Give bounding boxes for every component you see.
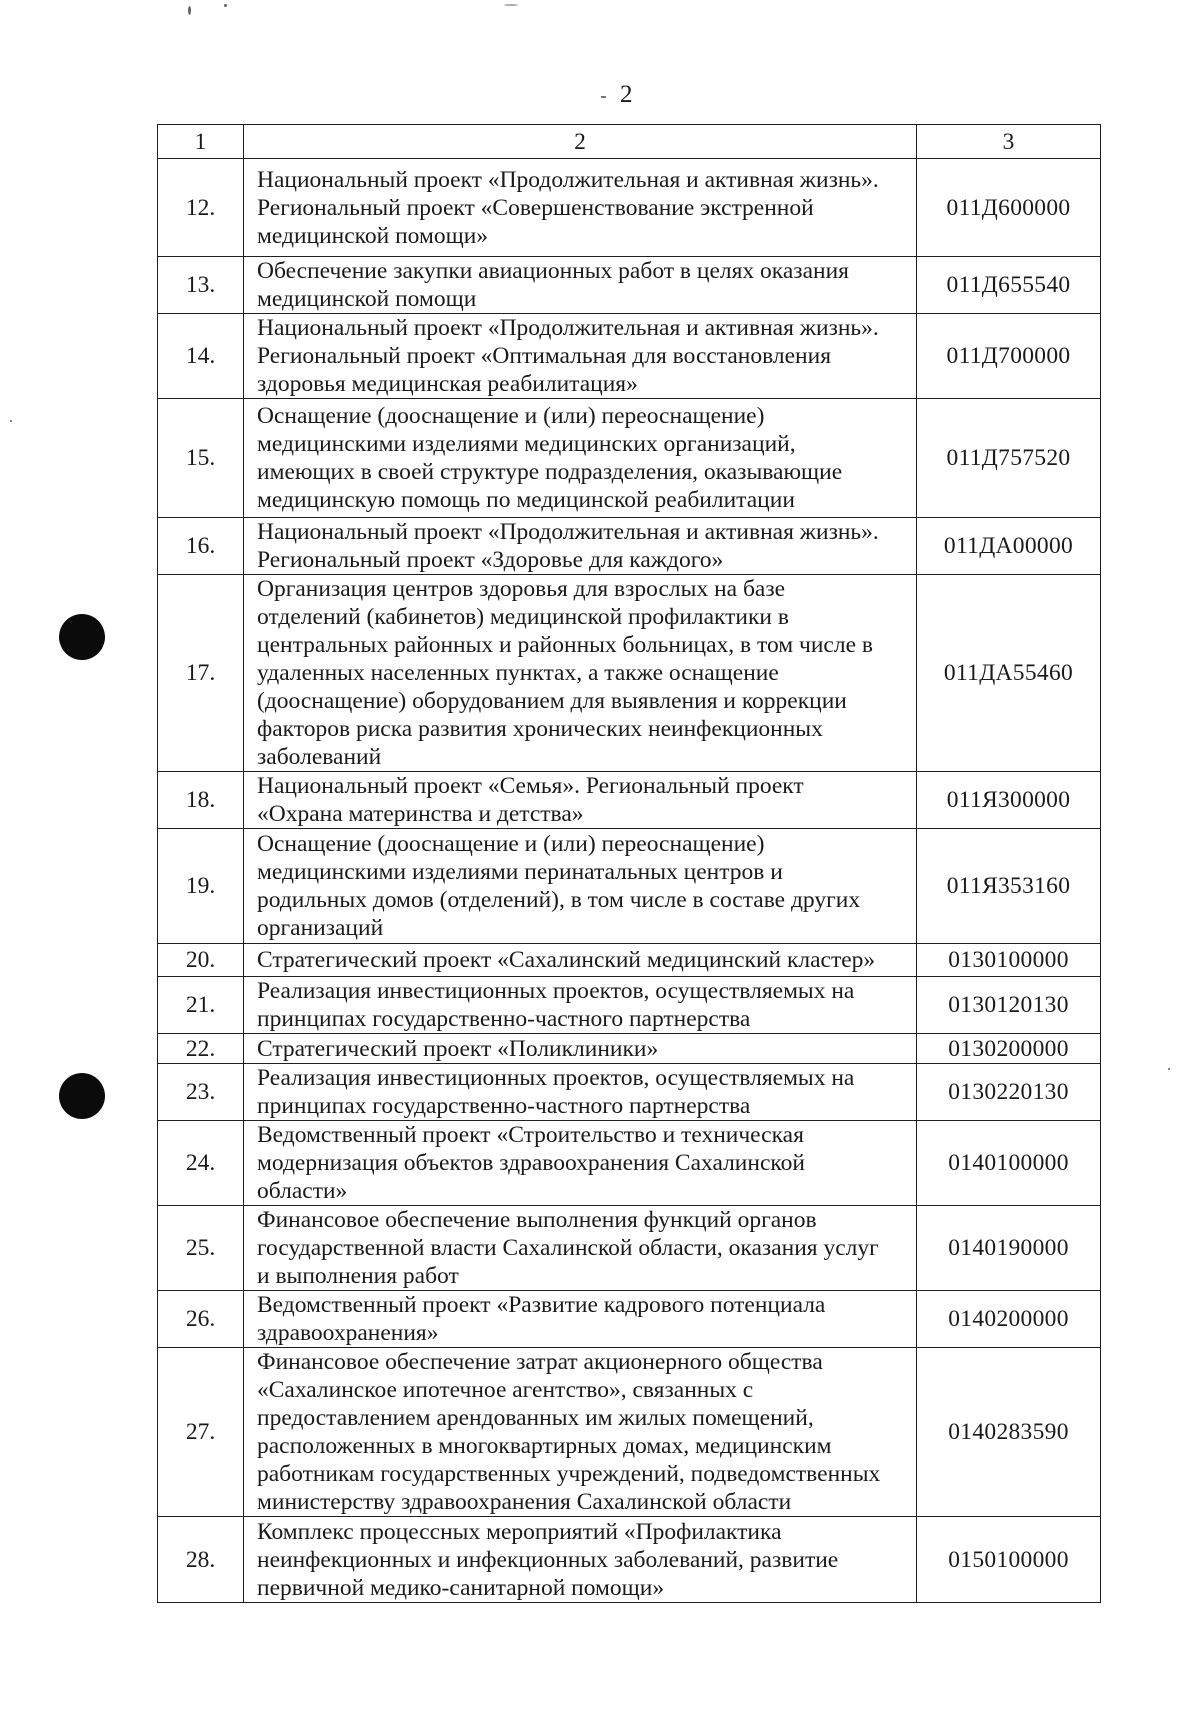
table-row xyxy=(158,772,1101,829)
row-number: 16. xyxy=(158,518,244,575)
row-name: Оснащение (дооснащение и (или) переоснащение) медицинскими изделиями медицинских организаций, имеющих в своей структуре подразделения, оказывающие медицинскую помощь по медицинской реабилитации xyxy=(244,399,917,518)
row-code: 0140100000 xyxy=(917,1121,1101,1206)
row-name: Ведомственный проект «Строительство и техническая модернизация объектов здравоохранения Сахалинской области» xyxy=(244,1121,917,1206)
row-name: Финансовое обеспечение затрат акционерного общества «Сахалинское ипотечное агентство», связанных с предоставлением арендованных им жилых помещений, расположенных в многоквартирных домах, медицинским работникам государственных учреждений, подведомственных министерству здравоохранения Сахалинской области xyxy=(244,1348,917,1517)
row-number: 17. xyxy=(158,575,244,772)
scan-dot xyxy=(601,96,606,98)
table-row xyxy=(158,575,1101,772)
table-row xyxy=(158,1206,1101,1291)
row-name: Комплекс процессных мероприятий «Профилактика неинфекционных и инфекционных заболеваний, развитие первичной медико-санитарной помощи» xyxy=(244,1517,917,1603)
punch-hole-bottom xyxy=(59,1073,105,1119)
row-name: Реализация инвестиционных проектов, осуществляемых на принципах государственно-частного партнерства xyxy=(244,977,917,1034)
row-number: 26. xyxy=(158,1291,244,1348)
row-name: Оснащение (дооснащение и (или) переоснащение) медицинскими изделиями перинатальных центров и родильных домов (отделений), в том числе в составе других организаций xyxy=(244,829,917,944)
row-code: 011Д757520 xyxy=(917,399,1101,518)
table-row xyxy=(158,1121,1101,1206)
table-row xyxy=(158,1291,1101,1348)
row-number: 15. xyxy=(158,399,244,518)
row-name: Стратегический проект «Поликлиники» xyxy=(244,1034,917,1064)
scan-mark xyxy=(224,4,227,7)
row-code: 0130100000 xyxy=(917,944,1101,977)
scan-mark xyxy=(1168,1068,1170,1070)
row-code: 011Д700000 xyxy=(917,314,1101,399)
row-code: 011Д600000 xyxy=(917,159,1101,257)
row-name: Ведомственный проект «Развитие кадрового потенциала здравоохранения» xyxy=(244,1291,917,1348)
scan-mark xyxy=(188,6,191,15)
row-code: 0130200000 xyxy=(917,1034,1101,1064)
row-number: 12. xyxy=(158,159,244,257)
scan-mark xyxy=(504,4,518,6)
table-row xyxy=(158,944,1101,977)
row-name: Национальный проект «Продолжительная и активная жизнь». Региональный проект «Оптимальная для восстановления здоровья медицинская реабилитация» xyxy=(244,314,917,399)
row-number: 28. xyxy=(158,1517,244,1603)
table-row xyxy=(158,399,1101,518)
header-col-1: 1 xyxy=(158,125,244,159)
row-name: Национальный проект «Продолжительная и активная жизнь». Региональный проект «Совершенствование экстренной медицинской помощи» xyxy=(244,159,917,257)
row-number: 27. xyxy=(158,1348,244,1517)
row-number: 18. xyxy=(158,772,244,829)
row-code: 0130120130 xyxy=(917,977,1101,1034)
row-code: 011ДА55460 xyxy=(917,575,1101,772)
row-name: Национальный проект «Семья». Региональный проект «Охрана материнства и детства» xyxy=(244,772,917,829)
header-col-3: 3 xyxy=(917,125,1101,159)
punch-hole-top xyxy=(59,614,105,660)
table-row xyxy=(158,977,1101,1034)
row-name: Финансовое обеспечение выполнения функций органов государственной власти Сахалинской области, оказания услуг и выполнения работ xyxy=(244,1206,917,1291)
row-number: 25. xyxy=(158,1206,244,1291)
row-number: 21. xyxy=(158,977,244,1034)
row-code: 0130220130 xyxy=(917,1064,1101,1121)
table-row xyxy=(158,159,1101,257)
budget-classification-table xyxy=(157,124,1101,1603)
table-row xyxy=(158,314,1101,399)
row-number: 19. xyxy=(158,829,244,944)
table-row xyxy=(158,829,1101,944)
row-code: 0140190000 xyxy=(917,1206,1101,1291)
table-header-row xyxy=(158,125,1101,159)
row-name: Национальный проект «Продолжительная и активная жизнь». Региональный проект «Здоровье для каждого» xyxy=(244,518,917,575)
row-number: 20. xyxy=(158,944,244,977)
row-code: 011Д655540 xyxy=(917,257,1101,314)
row-name: Реализация инвестиционных проектов, осуществляемых на принципах государственно-частного партнерства xyxy=(244,1064,917,1121)
row-number: 24. xyxy=(158,1121,244,1206)
table-row xyxy=(158,1064,1101,1121)
table-row xyxy=(158,1517,1101,1603)
row-code: 0140200000 xyxy=(917,1291,1101,1348)
header-col-2: 2 xyxy=(244,125,917,159)
row-code: 011ДА00000 xyxy=(917,518,1101,575)
row-code: 0140283590 xyxy=(917,1348,1101,1517)
table-row xyxy=(158,257,1101,314)
row-number: 22. xyxy=(158,1034,244,1064)
scan-mark xyxy=(10,420,12,422)
row-name: Стратегический проект «Сахалинский медицинский кластер» xyxy=(244,944,917,977)
row-name: Обеспечение закупки авиационных работ в целях оказания медицинской помощи xyxy=(244,257,917,314)
row-code: 011Я300000 xyxy=(917,772,1101,829)
row-name: Организация центров здоровья для взрослых на базе отделений (кабинетов) медицинской профилактики в центральных районных и районных больницах, в том числе в удаленных населенных пунктах, а также оснащение (дооснащение) оборудованием для выявления и коррекции факторов риска развития хронических неинфекционных заболеваний xyxy=(244,575,917,772)
table-row xyxy=(158,1034,1101,1064)
row-code: 011Я353160 xyxy=(917,829,1101,944)
row-number: 23. xyxy=(158,1064,244,1121)
row-number: 14. xyxy=(158,314,244,399)
row-number: 13. xyxy=(158,257,244,314)
table-row xyxy=(158,518,1101,575)
row-code: 0150100000 xyxy=(917,1517,1101,1603)
page-number: 2 xyxy=(620,81,633,108)
table-row xyxy=(158,1348,1101,1517)
